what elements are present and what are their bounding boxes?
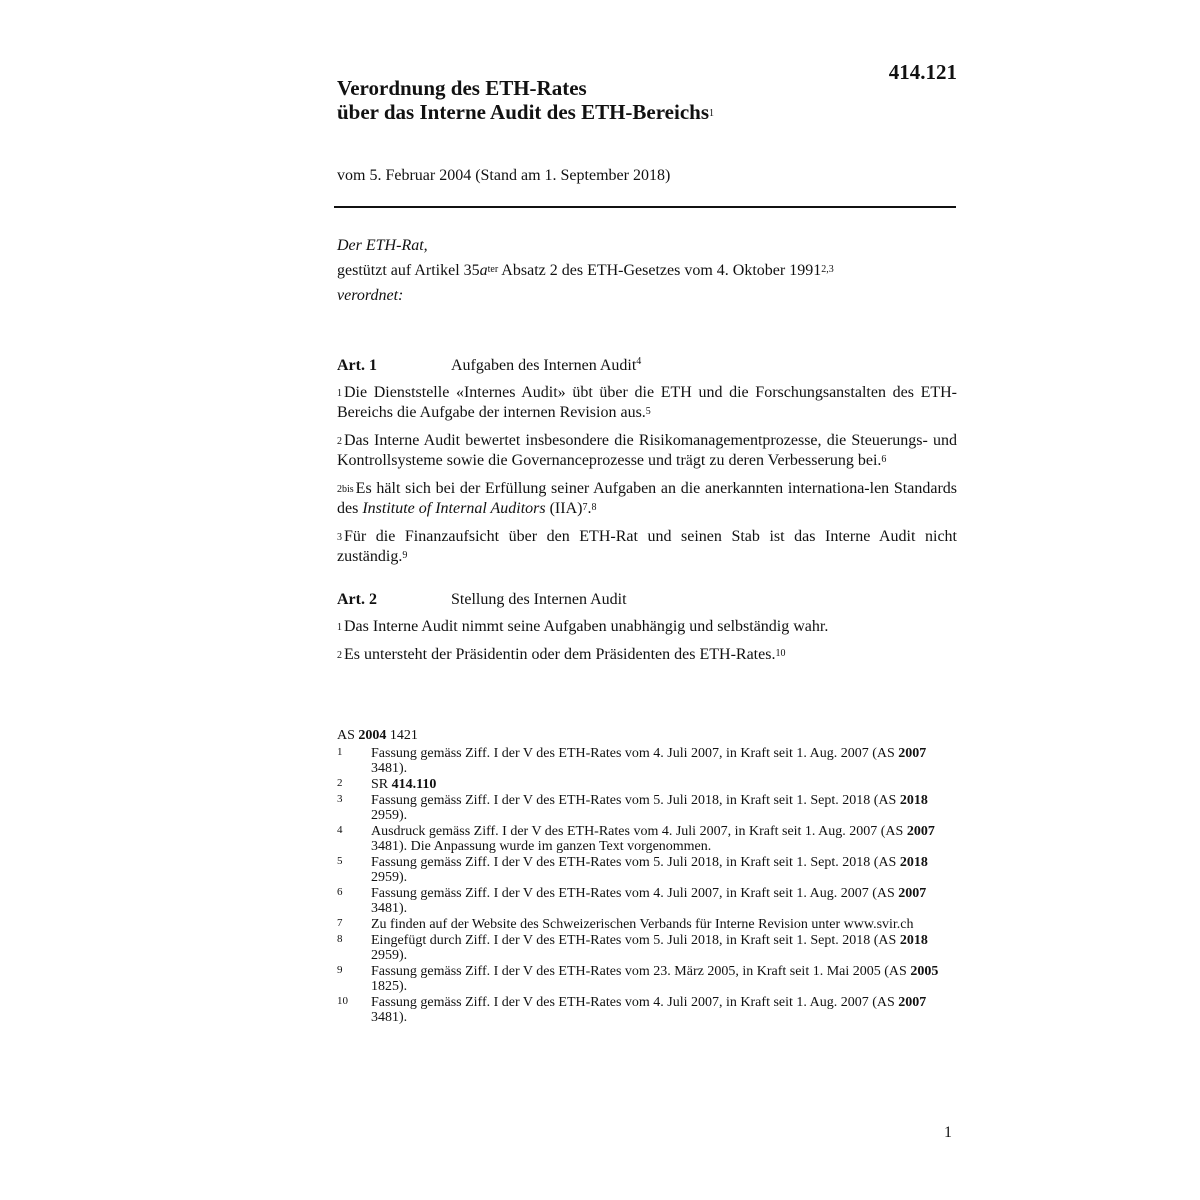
paragraph — [337, 617, 957, 637]
footnote — [337, 964, 957, 994]
footnote-text-part: 2959). — [371, 808, 408, 823]
footnote-ref[interactable]: 10 — [775, 648, 786, 659]
footnote-ref[interactable]: 5 — [645, 406, 651, 417]
footnote-text-part: SR — [371, 777, 392, 792]
footnote-text — [371, 746, 951, 776]
article-title: Stellung des Internen Audit — [451, 591, 627, 608]
footnote — [337, 917, 957, 932]
footnote — [337, 793, 957, 823]
title-line-2-text: über das Interne Audit des ETH-Bereichs — [337, 100, 710, 124]
footnote-ref[interactable]: 8 — [591, 502, 597, 513]
paragraph — [337, 645, 957, 665]
footnote-text-part: Ausdruck gemäss Ziff. I der V des ETH-Rates vom 4. Juli 2007, in Kraft seit 1. Aug. 2007 (AS — [371, 824, 907, 839]
title-line-2 — [337, 100, 957, 124]
footnote-text-part: 3481). — [371, 1010, 408, 1025]
article-title — [451, 357, 641, 375]
paragraph-number: 1 — [337, 622, 342, 633]
footnote-number: 4 — [337, 824, 343, 836]
paragraph-text: Die Dienststelle «Internes Audit» übt über die ETH und die Forschungsanstalten des ETH-Bereichs die Aufgabe der internen Revision aus. — [337, 384, 957, 421]
footnote-bold-part: 2007 — [898, 886, 927, 901]
footnotes — [337, 746, 957, 1025]
footnote-ref[interactable]: 1 — [709, 108, 715, 119]
footnote-bold-part: 414.110 — [391, 777, 437, 792]
footnote-bold-part: 2007 — [898, 995, 927, 1010]
basis-text-end: Absatz 2 des ETH-Gesetzes vom 4. Oktober 1991 — [498, 262, 822, 279]
footnote-text — [371, 777, 951, 792]
footnote-text — [371, 793, 951, 823]
footnote-number: 2 — [337, 777, 343, 789]
footnote-text-part: Fassung gemäss Ziff. I der V des ETH-Rates vom 5. Juli 2018, in Kraft seit 1. Sept. 2018 (AS — [371, 855, 900, 870]
preamble-basis — [337, 258, 957, 283]
footnote-number: 7 — [337, 917, 343, 929]
article-number: Art. 1 — [337, 357, 377, 374]
footnote-text-part: Fassung gemäss Ziff. I der V des ETH-Rates vom 4. Juli 2007, in Kraft seit 1. Aug. 2007 (AS — [371, 746, 899, 761]
article-heading — [337, 357, 957, 375]
footnote — [337, 746, 957, 776]
footnote-text-part: 2959). — [371, 870, 408, 885]
footnote-text-part: Zu finden auf der Website des Schweizerischen Verbands für Interne Revision unter www.svir.ch — [371, 917, 914, 932]
footnote-text — [371, 917, 951, 932]
sr-number: 414.121 — [888, 60, 957, 84]
preamble — [337, 233, 957, 308]
paragraph-number: 2bis — [337, 484, 354, 495]
paragraph-text: Das Interne Audit bewertet insbesondere die Risikomanagementprozesse, die Steuerungs- und Kontrollsysteme sowie die Governanceprozesse und trägt zu deren Verbesserung bei. — [337, 432, 957, 469]
paragraph — [337, 479, 957, 519]
paragraph-number: 2 — [337, 436, 342, 447]
footnote-text — [371, 933, 951, 963]
footnote-bold-part: 2007 — [898, 746, 927, 761]
footnote-text — [371, 824, 951, 854]
footnote — [337, 995, 957, 1025]
footnote-text-part: 3481). Die Anpassung wurde im ganzen Text vorgenommen. — [371, 839, 712, 854]
article-title-text: Aufgaben des Internen Audit — [451, 357, 637, 374]
footnote-ref[interactable]: 9 — [402, 550, 408, 561]
preamble-issuer: Der ETH-Rat, — [337, 237, 428, 254]
paragraph-text: Das Interne Audit nimmt seine Aufgaben unabhängig und selbständig wahr. — [344, 618, 829, 635]
footnote-text — [371, 995, 951, 1025]
footnote-text-part: 3481). — [371, 761, 408, 776]
footnote-text-part: Fassung gemäss Ziff. I der V des ETH-Rates vom 23. März 2005, in Kraft seit 1. Mai 2005 (AS — [371, 964, 911, 979]
title-line-1: Verordnung des ETH-Rates — [337, 76, 587, 100]
paragraph-text-end: (IIA) — [545, 500, 583, 517]
footnote — [337, 886, 957, 916]
as-page: 1421 — [386, 728, 418, 743]
paragraph-text: Für die Finanzaufsicht über den ETH-Rat und seinen Stab ist das Interne Audit nicht zuständig. — [337, 528, 957, 565]
article-2 — [337, 591, 957, 665]
paragraph — [337, 383, 957, 423]
paragraph-number: 1 — [337, 388, 342, 399]
document-date: vom 5. Februar 2004 (Stand am 1. September 2018) — [337, 167, 671, 184]
paragraph-number: 2 — [337, 650, 342, 661]
footnote-ref[interactable]: 2,3 — [821, 264, 834, 275]
footnote-text-part: 1825). — [371, 979, 408, 994]
footnote — [337, 777, 957, 792]
page-number: 1 — [944, 1124, 952, 1141]
as-year: 2004 — [358, 728, 387, 743]
article-heading — [337, 591, 957, 609]
footnote-ref[interactable]: 7 — [582, 502, 588, 513]
footnote-bold-part: 2005 — [910, 964, 939, 979]
article-number: Art. 2 — [337, 591, 377, 608]
footnote-bold-part: 2007 — [906, 824, 935, 839]
footnote-bold-part: 2018 — [899, 855, 928, 870]
basis-ter: ter — [487, 264, 499, 275]
footnote-bold-part: 2018 — [899, 933, 928, 948]
paragraph-text: Es untersteht der Präsidentin oder dem Präsidenten des ETH-Rates. — [344, 646, 776, 663]
footnote-ref[interactable]: 6 — [881, 454, 887, 465]
footnote-text-part: Fassung gemäss Ziff. I der V des ETH-Rates vom 4. Juli 2007, in Kraft seit 1. Aug. 2007 (AS — [371, 995, 899, 1010]
footnote-text-part: Fassung gemäss Ziff. I der V des ETH-Rates vom 4. Juli 2007, in Kraft seit 1. Aug. 2007 (AS — [371, 886, 899, 901]
footnote-text — [371, 964, 951, 994]
footnote-number: 10 — [337, 995, 348, 1007]
basis-letter: a — [479, 262, 488, 279]
paragraph-number: 3 — [337, 532, 342, 543]
footnote-number: 8 — [337, 933, 343, 945]
footnote-text-part: 3481). — [371, 901, 408, 916]
footnote-number: 6 — [337, 886, 343, 898]
paragraph — [337, 527, 957, 567]
paragraph-italic-text: Institute of Internal Auditors — [362, 500, 546, 517]
footnote-text — [371, 855, 951, 885]
footnote-ref[interactable]: 4 — [636, 356, 642, 367]
article-1 — [337, 357, 957, 567]
footnote-text — [371, 886, 951, 916]
footnote-bold-part: 2018 — [899, 793, 928, 808]
footnote-number: 5 — [337, 855, 343, 867]
as-prefix: AS — [337, 728, 359, 743]
footnote-number: 9 — [337, 964, 343, 976]
paragraph — [337, 431, 957, 471]
footnote-text-part: Fassung gemäss Ziff. I der V des ETH-Rates vom 5. Juli 2018, in Kraft seit 1. Sept. 2018 (AS — [371, 793, 900, 808]
header-divider — [334, 206, 956, 208]
footnote-text-part: 2959). — [371, 948, 408, 963]
footnote-text-part: Eingefügt durch Ziff. I der V des ETH-Rates vom 5. Juli 2018, in Kraft seit 1. Sept. 2018 (AS — [371, 933, 900, 948]
footnote — [337, 933, 957, 963]
preamble-decree: verordnet: — [337, 287, 404, 304]
footnote — [337, 824, 957, 854]
paragraph-period: . — [587, 500, 592, 517]
as-reference — [337, 728, 957, 744]
document-title — [337, 76, 957, 124]
paragraph-text: Es hält sich bei der Erfüllung seiner Aufgaben an die anerkannten internationa-len Standards des — [337, 480, 957, 517]
footnote-number: 3 — [337, 793, 343, 805]
basis-text: gestützt auf Artikel 35 — [337, 262, 480, 279]
document-page — [337, 60, 957, 1026]
footnote — [337, 855, 957, 885]
footnote-number: 1 — [337, 746, 343, 758]
